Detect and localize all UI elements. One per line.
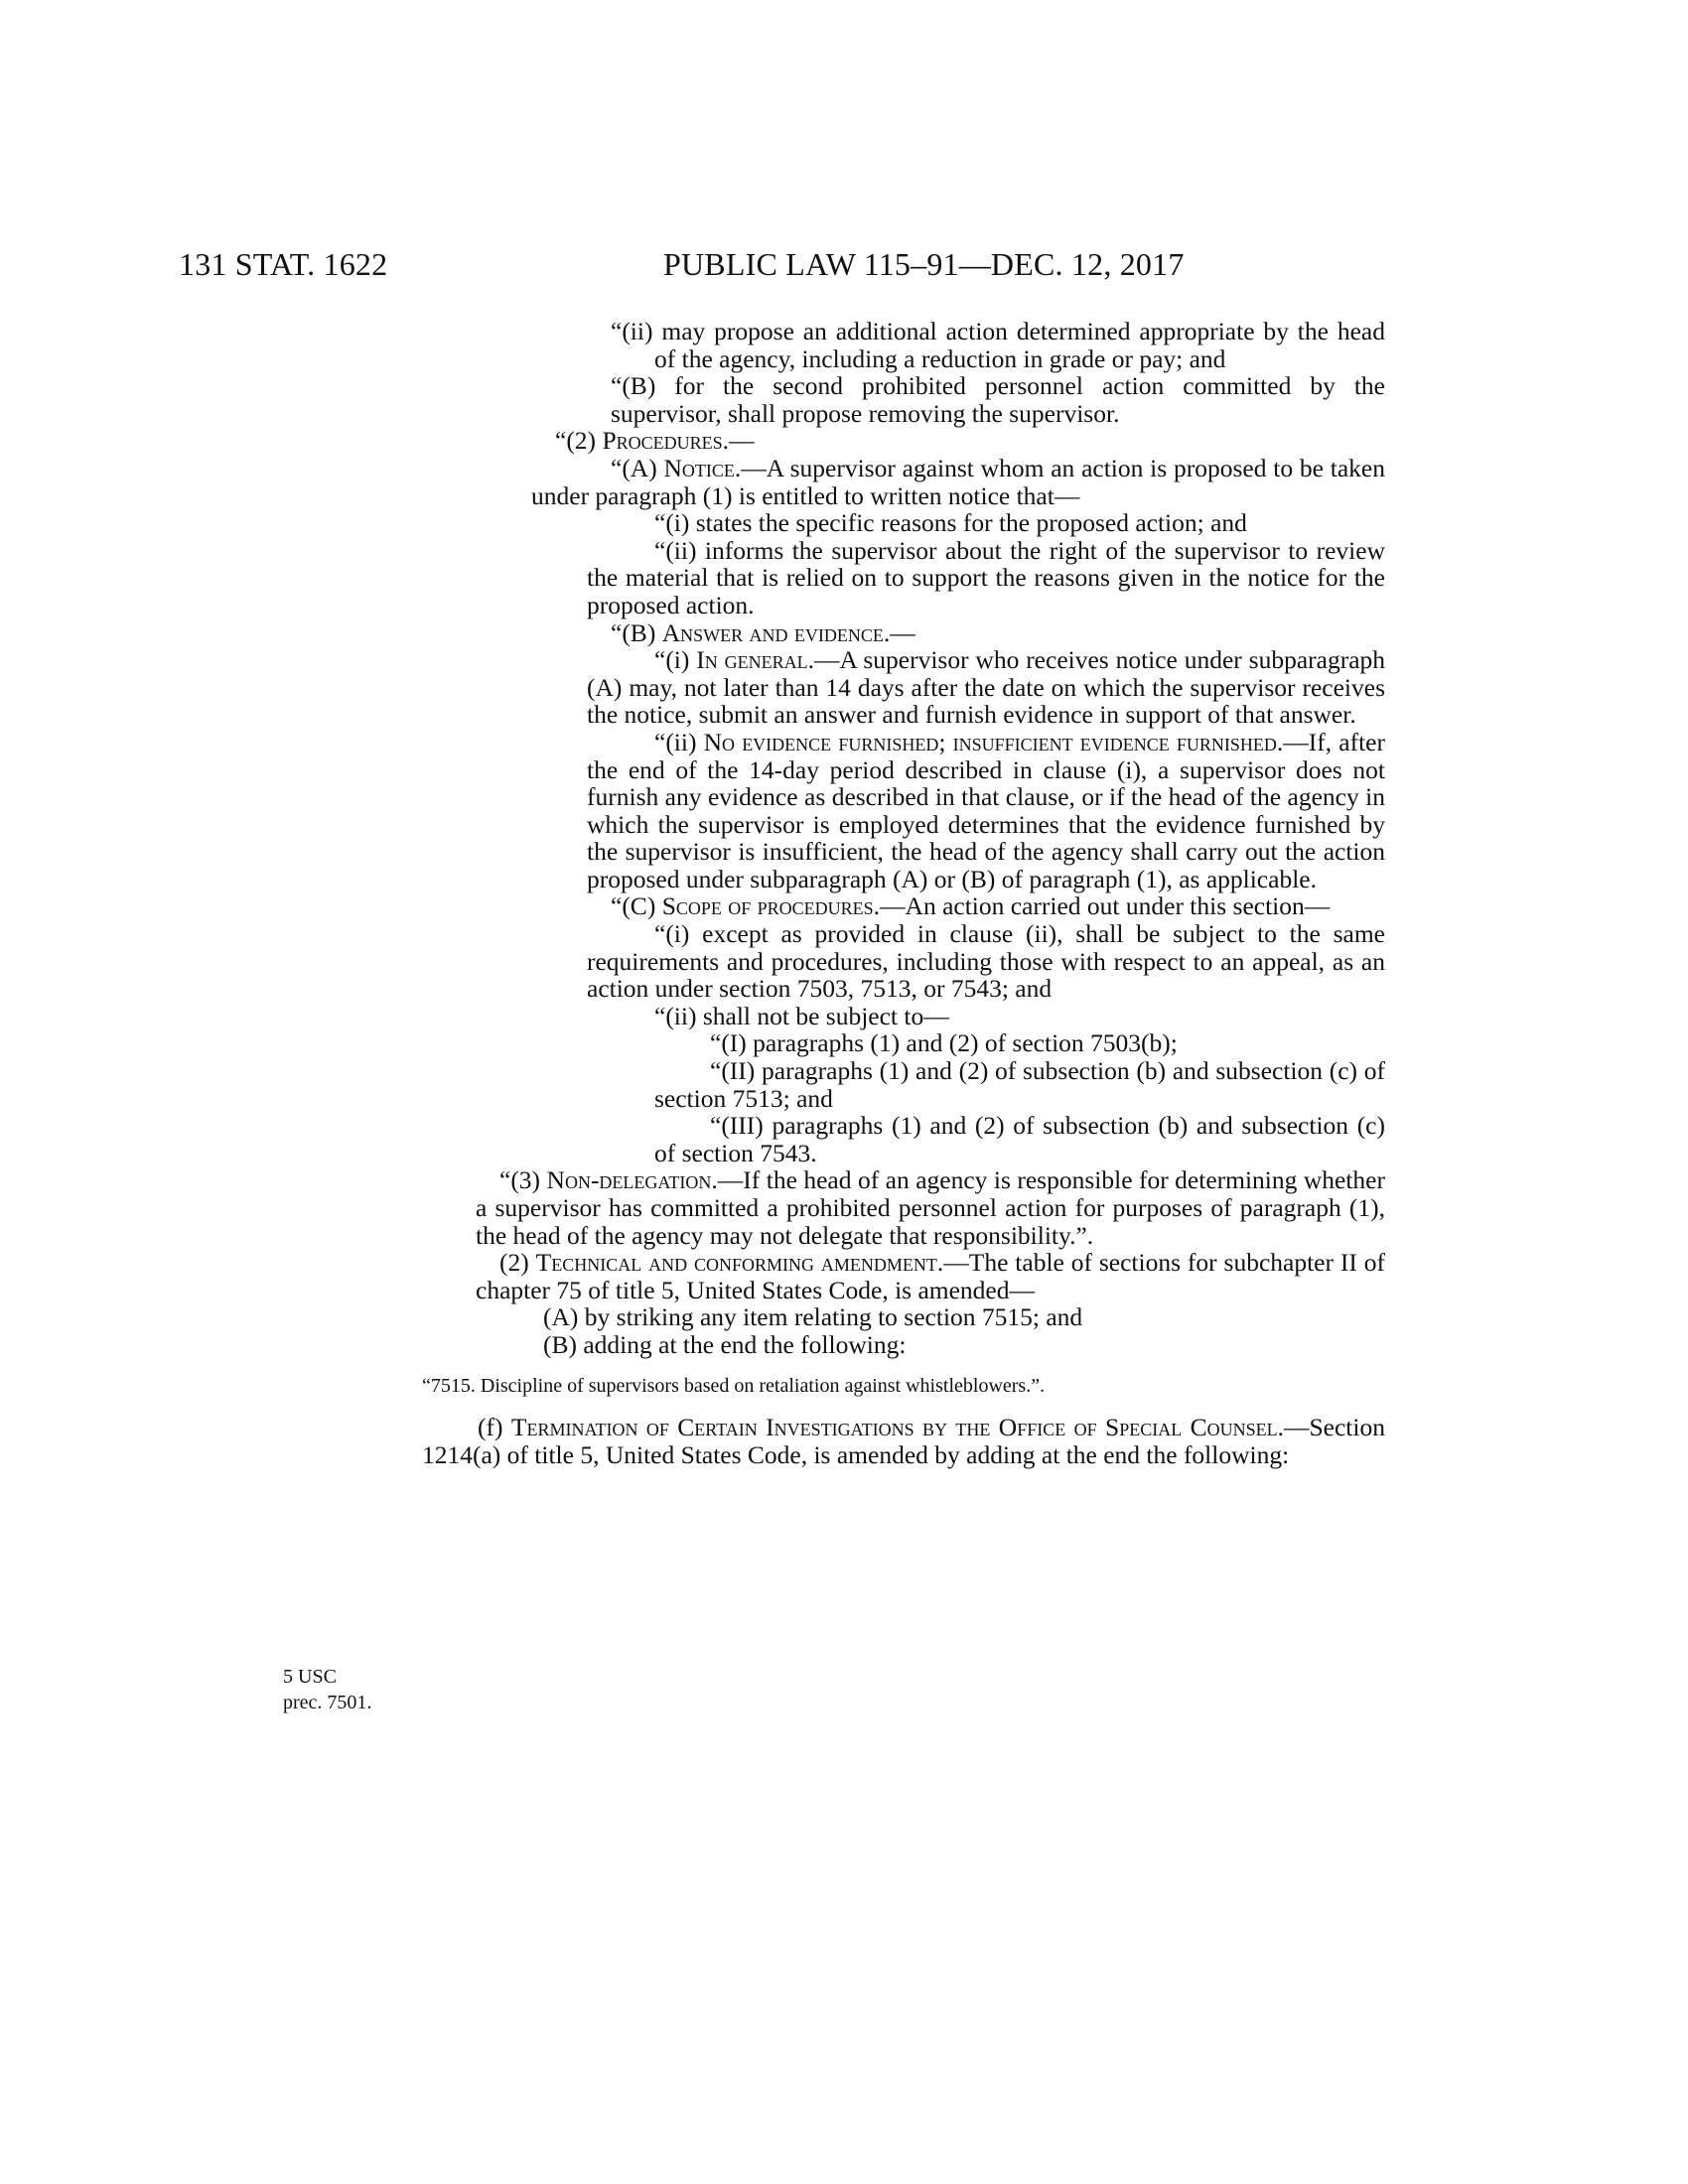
- subparagraph-b-paragraph: [531, 372, 1385, 427]
- paragraph-heading: Non-delegation.: [546, 1165, 718, 1195]
- paragraph-heading: Termination of Certain Investigations by the Office of Special Counsel.: [510, 1413, 1284, 1442]
- paragraph-heading: No evidence furnished; insufficient evidence furnished.: [703, 727, 1284, 756]
- margin-note-line: 5 USC: [283, 1666, 337, 1688]
- subparagraph-a-notice: [531, 455, 1385, 509]
- paragraph-text: —The table of sections for subchapter II of chapter 75 of title 5, United States Code, is amended—: [476, 1248, 1385, 1304]
- paragraph-heading: Technical and conforming amendment.: [535, 1248, 944, 1278]
- subsection-f-termination: [422, 1414, 1385, 1468]
- paragraph-lead: (2): [499, 1248, 536, 1278]
- paragraph-3-non-delegation: [476, 1166, 1385, 1249]
- paragraph-text: —A supervisor who receives notice under subparagraph (A) may, not later than 14 days after the date on which the supervisor receives the notice, submit an answer and furnish evidence in support of that answer.: [587, 645, 1386, 730]
- paragraph-dash: —: [890, 617, 915, 647]
- margin-note: [283, 1664, 371, 1715]
- paragraph-heading: In general.: [696, 645, 814, 675]
- paragraph-text: —A supervisor against whom an action is proposed to be taken under paragraph (1) is entitled to written notice that—: [531, 453, 1385, 510]
- paragraph-lead: “(A): [611, 453, 664, 482]
- paragraph-text: —If, after the end of the 14-day period described in clause (i), a supervisor does not furnish any evidence as described in that clause, or if the head of the agency in which the supervisor is employed determines that the evidence furnished by the supervisor is insufficient, the head of the agency shall carry out the action proposed under subparagraph (A) or (B) of paragraph (1), as applicable.: [587, 727, 1385, 893]
- page-stat-citation: 131 STAT. 1622: [179, 246, 388, 282]
- clause-i-paragraph: “(i) states the specific reasons for the proposed action; and: [654, 508, 1247, 538]
- clause-ii-paragraph: “(ii) may propose an additional action determined appropriate by the head of the agency, including a reduction in grade or pay; and: [611, 317, 1385, 373]
- amendment-item-a: (A) by striking any item relating to section 7515; and: [543, 1302, 1083, 1332]
- amendment-item-b: (B) adding at the end the following:: [543, 1329, 907, 1359]
- subclause-ii-paragraph: “(II) paragraphs (1) and (2) of subsection (b) and subsection (c) of section 7513; and: [654, 1056, 1385, 1113]
- subparagraph-c-scope: [531, 892, 1385, 920]
- paragraph-lead: “(2): [555, 426, 603, 456]
- subclause-iii-paragraph: “(III) paragraphs (1) and (2) of subsection (b) and subsection (c) of section 7543.: [654, 1111, 1385, 1167]
- paragraph-dash: —: [729, 426, 755, 456]
- clause-i-in-general: [531, 646, 1385, 729]
- paragraph-text: “(B) for the second prohibited personnel action committed by the supervisor, shall propose removing the supervisor.: [611, 371, 1385, 428]
- paragraph-lead: “(ii): [654, 727, 704, 756]
- paragraph-lead: “(B): [611, 617, 662, 647]
- paragraph-text: —If the head of an agency is responsible for determining whether a supervisor has committed a prohibited personnel action for purposes of paragraph (1), the head of the agency may not delegate that responsibility.”.: [476, 1165, 1385, 1250]
- paragraph-heading: Procedures.: [602, 426, 730, 456]
- paragraph-lead: “(i): [654, 645, 697, 675]
- running-head-title: PUBLIC LAW 115–91—DEC. 12, 2017: [663, 246, 1185, 282]
- statute-body: [422, 317, 1386, 1469]
- subparagraph-b-heading: [531, 619, 1385, 647]
- paragraph-lead: “(3): [499, 1165, 547, 1195]
- clause-ii-no-evidence: [531, 729, 1385, 893]
- table-of-sections-entry: “7515. Discipline of supervisors based on retaliation against whistleblowers.”.: [422, 1374, 1046, 1397]
- subclause-i-paragraph: “(I) paragraphs (1) and (2) of section 7503(b);: [710, 1028, 1178, 1058]
- clause-ii-paragraph: “(ii) informs the supervisor about the right of the supervisor to review the material that is relied on to support the reasons given in the notice for the proposed action.: [587, 535, 1385, 619]
- paragraph-heading: Scope of procedures.: [661, 891, 881, 921]
- margin-note-line: prec. 7501.: [283, 1692, 372, 1713]
- paragraph-heading: Answer and evidence.: [661, 617, 891, 647]
- paragraph-text: —Section 1214(a) of title 5, United States Code, is amended by adding at the end the following:: [422, 1413, 1385, 1469]
- paragraph-lead: “(C): [611, 891, 662, 921]
- paragraph-2-heading: [531, 427, 1385, 455]
- clause-ii-paragraph: “(ii) shall not be subject to—: [654, 1001, 949, 1030]
- paragraph-heading: Notice.: [663, 453, 742, 482]
- paragraph-text: —An action carried out under this section—: [880, 891, 1331, 921]
- clause-i-paragraph: “(i) except as provided in clause (ii), shall be subject to the same requirements and procedures, including those with respect to an appeal, as an action under section 7503, 7513, or 7543; and: [587, 919, 1385, 1004]
- paragraph-lead: (f): [478, 1413, 511, 1442]
- technical-conforming-amendment: [476, 1249, 1385, 1303]
